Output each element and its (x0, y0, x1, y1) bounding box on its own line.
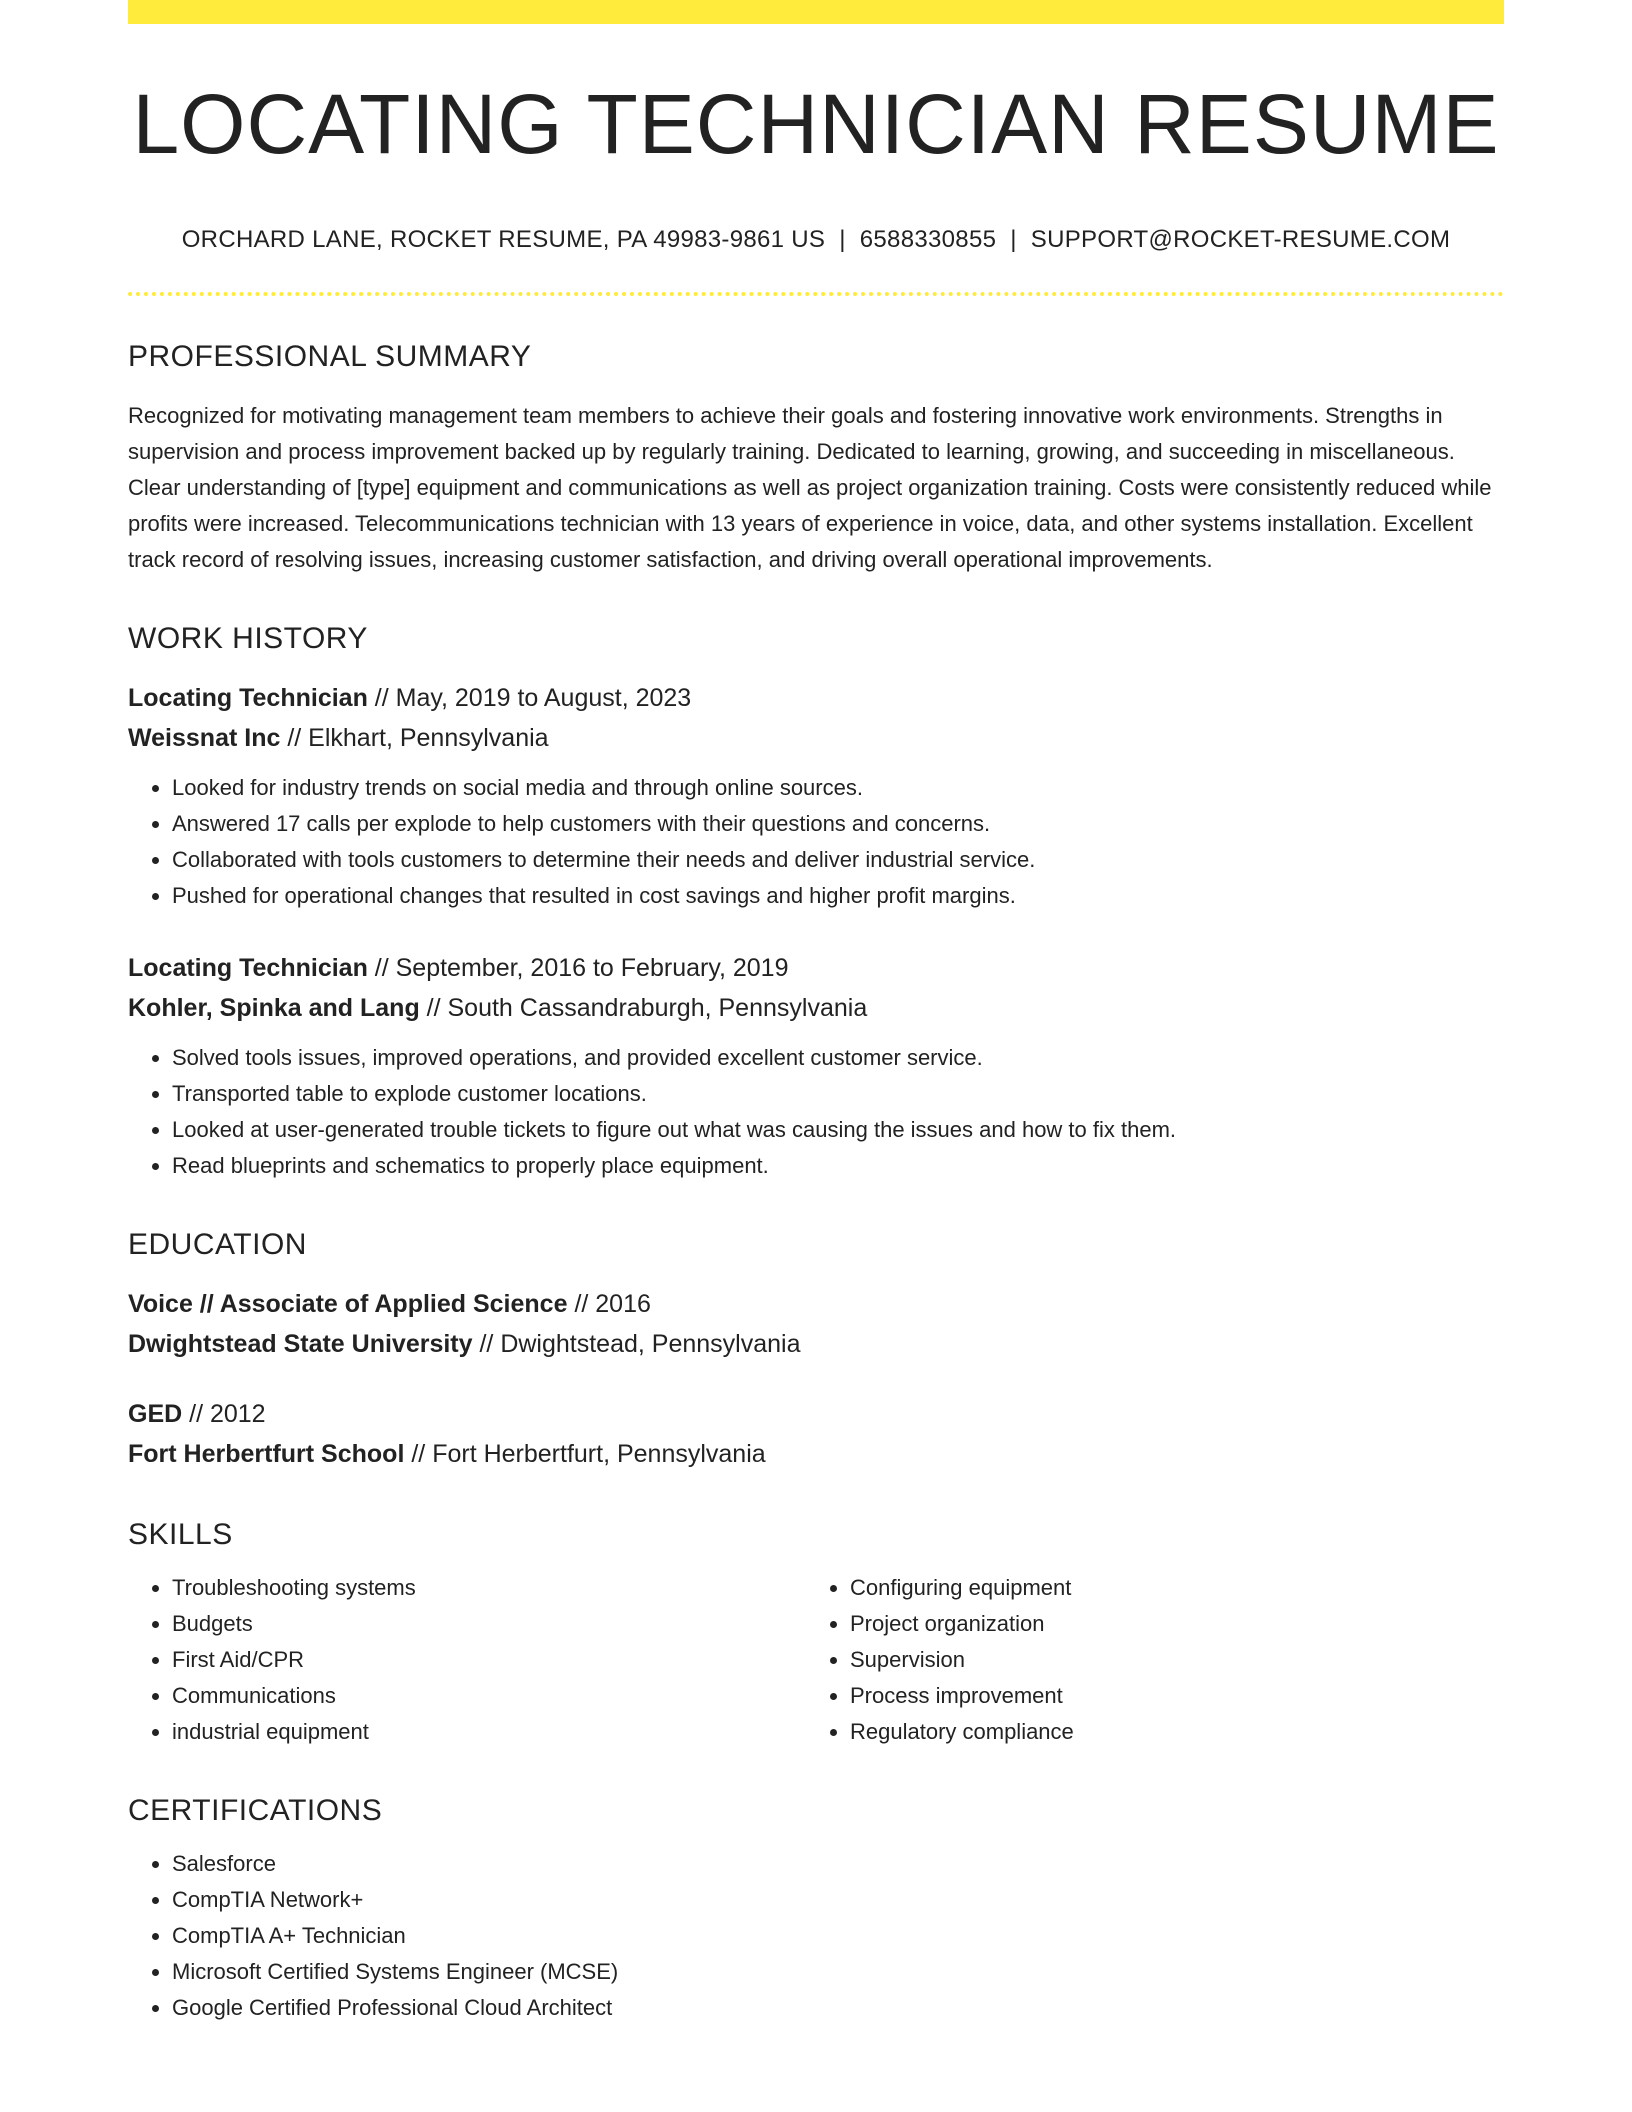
job-dates: // September, 2016 to February, 2019 (367, 954, 789, 982)
job-location: // Elkhart, Pennsylvania (280, 724, 549, 752)
list-item: • Looked at user-generated trouble tickets to figure out what was causing the issues and how to fix them. (172, 1112, 1504, 1148)
list-item: • Answered 17 calls per explode to help customers with their questions and concerns. (172, 806, 1504, 842)
list-item: • Salesforce (172, 1846, 1504, 1882)
certifications-list (128, 1846, 1504, 2026)
contact-address: ORCHARD LANE, ROCKET RESUME, PA 49983-9861 US (181, 226, 826, 253)
list-item: • Troubleshooting systems (172, 1570, 806, 1606)
list-item: • Read blueprints and schematics to properly place equipment. (172, 1148, 1504, 1184)
list-item: • CompTIA A+ Technician (172, 1918, 1504, 1954)
list-item: • CompTIA Network+ (172, 1882, 1504, 1918)
contact-phone: 6588330855 (859, 226, 997, 253)
list-item: • Collaborated with tools customers to determine their needs and deliver industrial service. (172, 842, 1504, 878)
edu-degree: GED (128, 1400, 183, 1428)
list-item: • Budgets (172, 1606, 806, 1642)
contact-separator: | (1010, 226, 1017, 253)
skills-heading: SKILLS (128, 1518, 233, 1551)
job-role: Locating Technician (128, 954, 368, 982)
job-location: // South Cassandraburgh, Pennsylvania (419, 994, 868, 1022)
dotted-divider (128, 292, 1504, 296)
edu-location: // Fort Herbertfurt, Pennsylvania (404, 1440, 766, 1468)
skills-columns (128, 1570, 1504, 1750)
job-title-line (128, 678, 1504, 718)
edu-year: // 2016 (567, 1290, 651, 1318)
job-company: Weissnat Inc (128, 724, 281, 752)
edu-location: // Dwightstead, Pennsylvania (472, 1330, 801, 1358)
list-item: • Process improvement (850, 1678, 1484, 1714)
education-heading: EDUCATION (128, 1228, 307, 1261)
job-role: Locating Technician (128, 684, 368, 712)
contact-separator: | (839, 226, 846, 253)
edu-school-line (128, 1434, 1504, 1474)
work-history-heading: WORK HISTORY (128, 622, 368, 655)
skills-list (806, 1570, 1484, 1750)
edu-year: // 2012 (182, 1400, 266, 1428)
list-item: • Project organization (850, 1606, 1484, 1642)
job-company-line (128, 718, 1504, 758)
job-dates: // May, 2019 to August, 2023 (367, 684, 692, 712)
job-company-line (128, 988, 1504, 1028)
resume-page (128, 0, 1504, 2026)
list-item: • Regulatory compliance (850, 1714, 1484, 1750)
edu-degree: Voice // Associate of Applied Science (128, 1290, 568, 1318)
list-item: • Communications (172, 1678, 806, 1714)
skills-right-column (806, 1570, 1484, 1750)
job-bullets (128, 1040, 1504, 1184)
job-bullets (128, 770, 1504, 914)
contact-email: SUPPORT@ROCKET-RESUME.COM (1030, 226, 1451, 253)
page-title: LOCATING TECHNICIAN RESUME (132, 77, 1500, 171)
list-item: • industrial equipment (172, 1714, 806, 1750)
list-item: • Google Certified Professional Cloud Architect (172, 1990, 1504, 2026)
edu-school: Fort Herbertfurt School (128, 1440, 405, 1468)
accent-bar (128, 0, 1504, 24)
job-title-line (128, 948, 1504, 988)
list-item: • Transported table to explode customer locations. (172, 1076, 1504, 1112)
edu-school-line (128, 1324, 1504, 1364)
list-item: • Microsoft Certified Systems Engineer (MCSE) (172, 1954, 1504, 1990)
edu-degree-line (128, 1284, 1504, 1324)
job-company: Kohler, Spinka and Lang (128, 994, 420, 1022)
skills-list (128, 1570, 806, 1750)
edu-school: Dwightstead State University (128, 1330, 473, 1358)
summary-text: Recognized for motivating management team members to achieve their goals and fostering innovative work environments. Strengths in supervision and process improvement backed up by regularly training. Dedicated to learning, growing, and succeeding in miscellaneous. Clear understanding of [type] equipment and communications as well as project organization training. Costs were consistently reduced while profits were increased. Telecommunications technician with 13 years of experience in voice, data, and other systems installation. Excellent track record of resolving issues, increasing customer satisfaction, and driving overall operational improvements. (128, 403, 1492, 572)
list-item: • First Aid/CPR (172, 1642, 806, 1678)
contact-line (128, 226, 1504, 254)
list-item: • Configuring equipment (850, 1570, 1484, 1606)
skills-left-column (128, 1570, 806, 1750)
edu-degree-line (128, 1394, 1504, 1434)
summary-heading: PROFESSIONAL SUMMARY (128, 340, 532, 373)
list-item: • Looked for industry trends on social media and through online sources. (172, 770, 1504, 806)
list-item: • Solved tools issues, improved operations, and provided excellent customer service. (172, 1040, 1504, 1076)
certifications-heading: CERTIFICATIONS (128, 1794, 383, 1827)
list-item: • Supervision (850, 1642, 1484, 1678)
list-item: • Pushed for operational changes that resulted in cost savings and higher profit margins. (172, 878, 1504, 914)
